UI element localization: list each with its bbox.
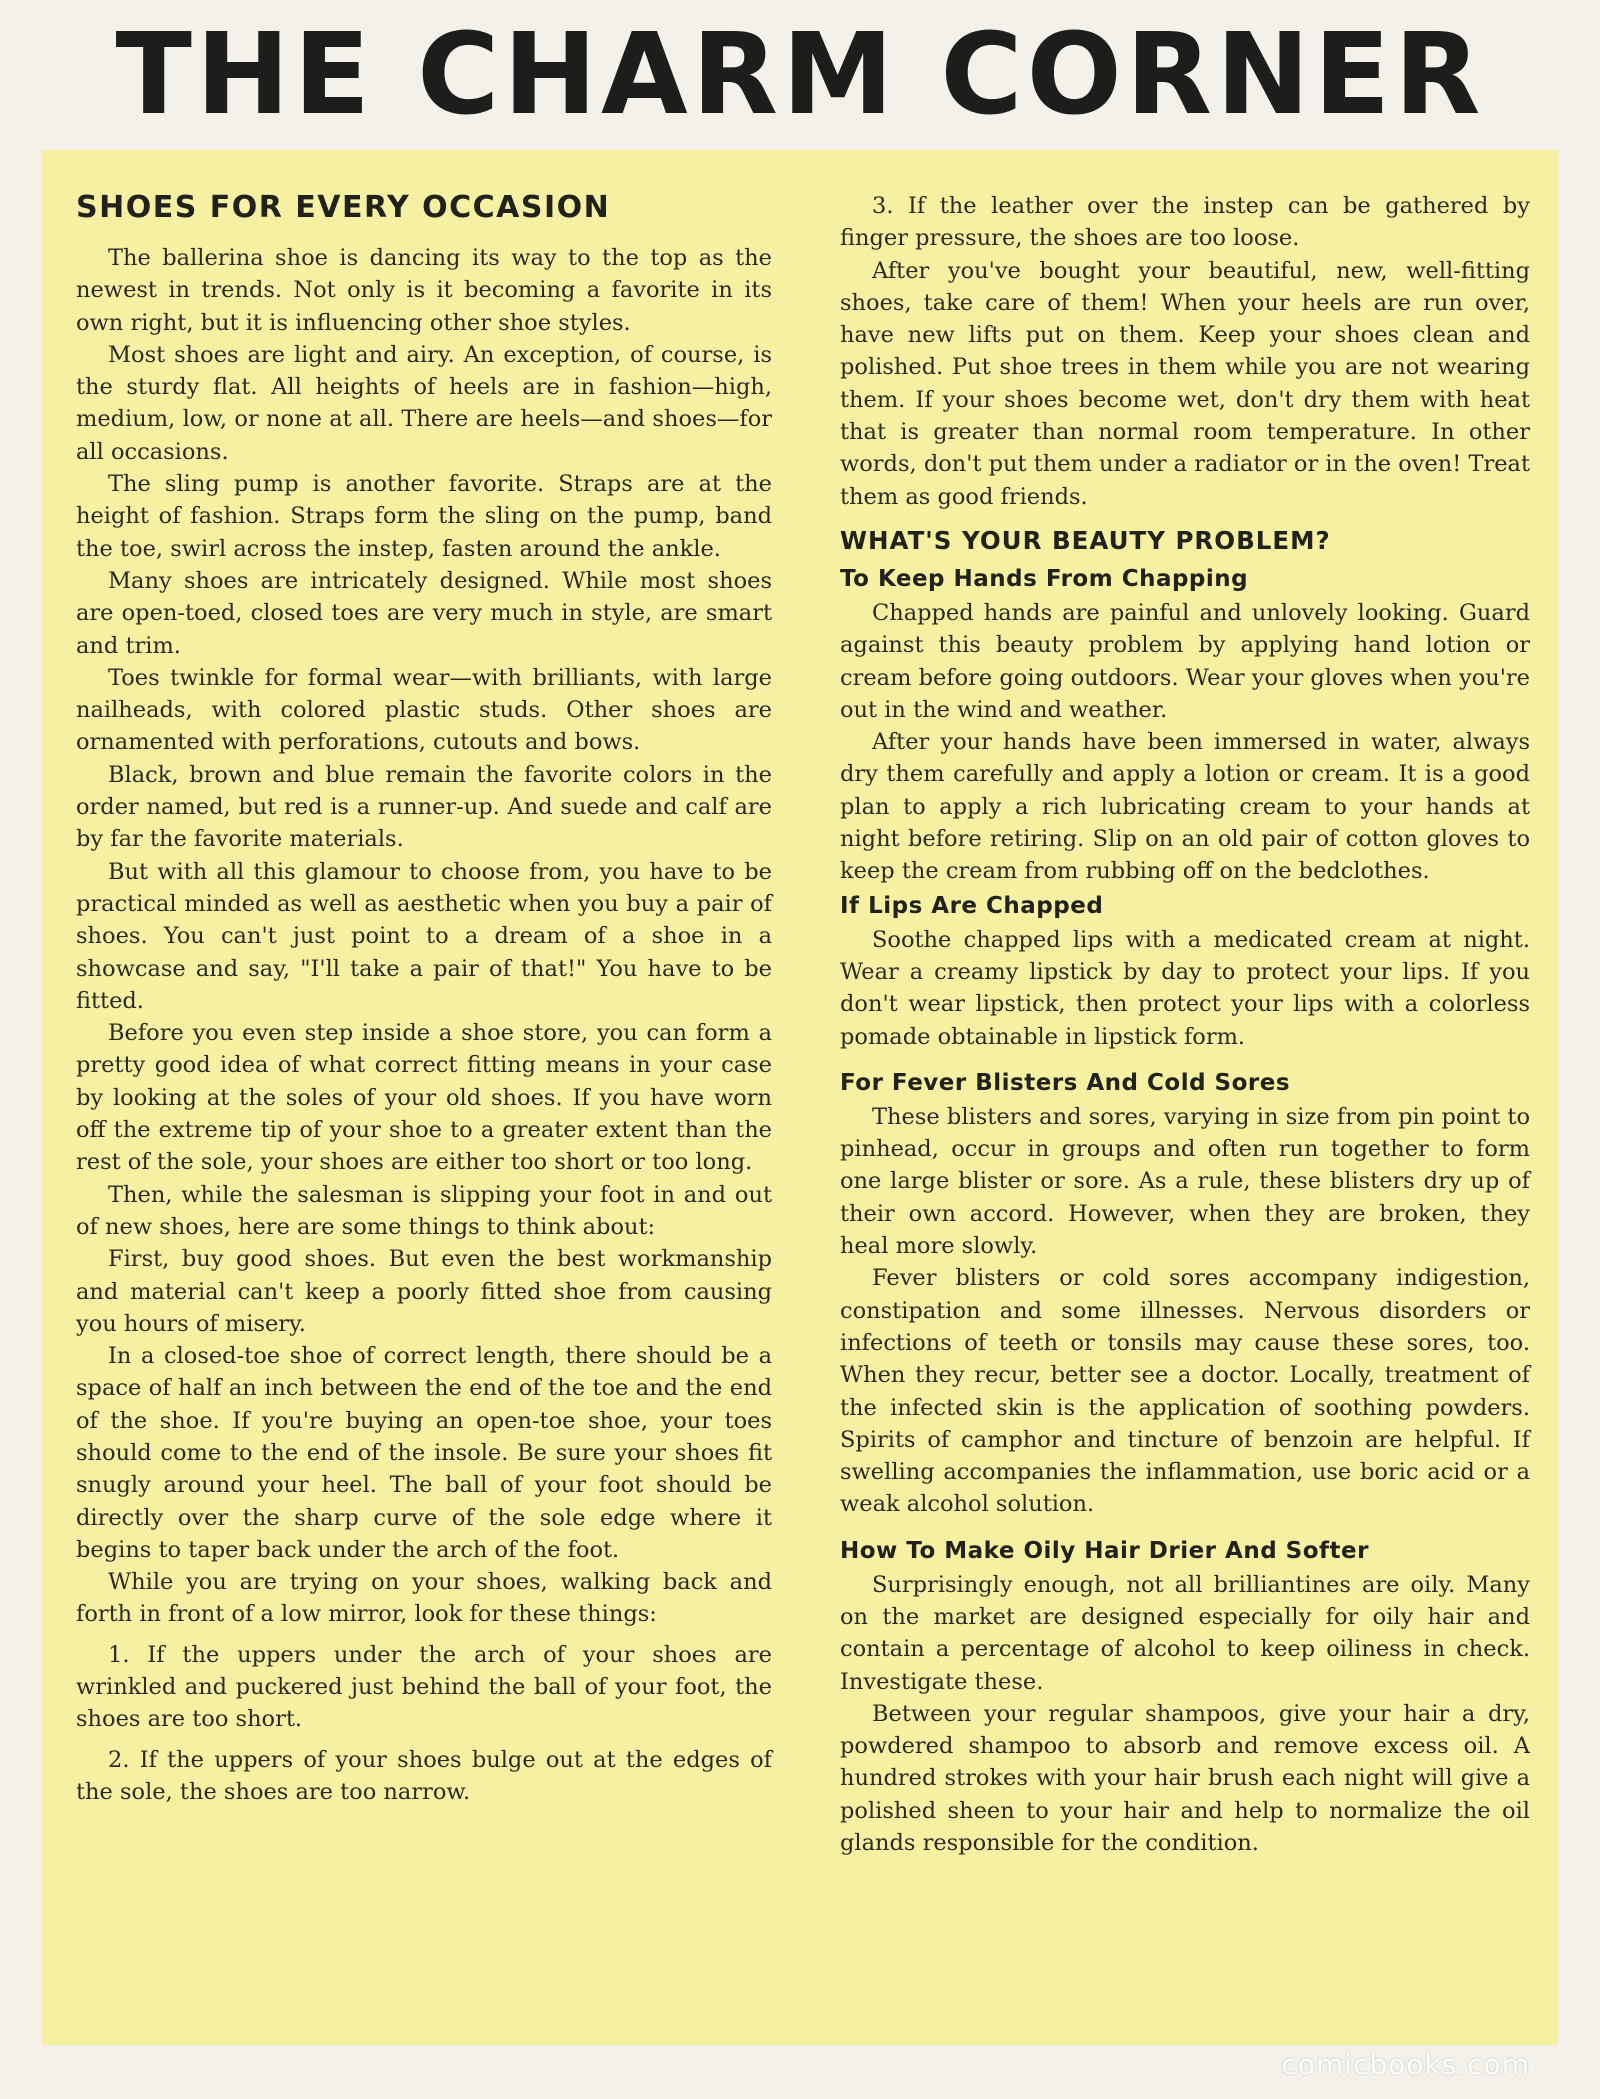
article-paragraph: Then, while the salesman is slipping your foot in and out of new shoes, here are some things to think about: [76,1181,772,1240]
fit-check-item: 1. If the uppers under the arch of your shoes are wrinkled and puckered just behind the ball of your foot, the shoes are too short. [76,1641,772,1733]
shoes-article-heading: SHOES FOR EVERY OCCASION [76,190,611,225]
right-column [840,190,1530,1859]
article-paragraph: Many shoes are intricately designed. While most shoes are open-toed, closed toes are very much in style, are smart and trim. [76,567,772,659]
article-paragraph: After your hands have been immersed in water, always dry them carefully and apply a lotion or cream. It is a good plan to apply a rich lubricating cream to your hands at night before retiring. Slip on an old pair of cotton gloves to keep the cream from rubbing off on the bedclothes. [840,729,1530,885]
article-paragraph: While you are trying on your shoes, walking back and forth in front of a low mirror, look for these things: [76,1569,772,1628]
article-paragraph: In a closed-toe shoe of correct length, there should be a space of half an inch between the end of the toe and the end of the shoe. If you're buying an open-toe shoe, your toes should come to the end of the insole. Be sure your shoes fit snugly around your heel. The ball of your foot should be directly over the sharp curve of the sole edge where it begins to taper back under the arch of the foot. [76,1343,772,1563]
article-paragraph: Surprisingly enough, not all brilliantines are oily. Many on the market are designed especially for oily hair and contain a percentage of alcohol to keep oiliness in check. Investigate these. [840,1571,1530,1695]
fit-check-item: 3. If the leather over the instep can be gathered by finger pressure, the shoes are too loose. [840,193,1530,252]
article-paragraph: Black, brown and blue remain the favorite colors in the order named, but red is a runner-up. And suede and calf are by far the favorite materials. [76,761,772,853]
section-title: How To Make Oily Hair Drier And Softer [840,1537,1369,1564]
section-title: If Lips Are Chapped [840,892,1104,919]
article-paragraph: Fever blisters or cold sores accompany indigestion, constipation and some illnesses. Nervous disorders or infections of teeth or tonsils may cause these sores, too. When they recur, better see a doctor. Locally, treatment of the infected skin is the application of soothing powders. Spirits of camphor and tincture of benzoin are helpful. If swelling accompanies the inflammation, use boric acid or a weak alcohol solution. [840,1265,1530,1518]
article-panel [42,150,1558,2045]
section-title: To Keep Hands From Chapping [840,565,1249,592]
article-paragraph: First, buy good shoes. But even the best workmanship and material can't keep a poorly fitted shoe from causing you hours of misery. [76,1246,772,1337]
page-title: THE CHARM CORNER [115,10,1485,140]
fit-check-item: 2. If the uppers of your shoes bulge out at the edges of the sole, the shoes are too narrow. [76,1746,772,1805]
article-paragraph: The sling pump is another favorite. Straps are at the height of fashion. Straps form the sling on the pump, band the toe, swirl across the instep, fasten around the ankle. [76,471,772,562]
watermark: comicbooks.com [1281,2048,1530,2081]
article-paragraph: Most shoes are light and airy. An exception, of course, is the sturdy flat. All heights of heels are in fashion—high, medium, low, or none at all. There are heels—and shoes—for all occasions. [76,341,772,465]
article-paragraph: These blisters and sores, varying in size from pin point to pinhead, occur in groups and often run together to form one large blister or sore. As a rule, these blisters dry up of their own accord. However, when they are broken, they heal more slowly. [840,1103,1530,1260]
article-paragraph: Toes twinkle for formal wear—with brilliants, with large nailheads, with colored plastic studs. Other shoes are ornamented with perforations, cutouts and bows. [76,664,772,756]
article-paragraph: Chapped hands are painful and unlovely looking. Guard against this beauty problem by applying hand lotion or cream before going outdoors. Wear your gloves when you're out in the wind and weather. [840,599,1530,723]
section-title: For Fever Blisters And Cold Sores [840,1069,1291,1096]
left-column [76,186,772,1808]
article-paragraph: Between your regular shampoos, give your hair a dry, powdered shampoo to absorb and remove excess oil. A hundred strokes with your hair brush each night will give a polished sheen to your hair and help to normalize the oil glands responsible for the condition. [840,1700,1530,1857]
article-paragraph: Soothe chapped lips with a medicated cream at night. Wear a creamy lipstick by day to protect your lips. If you don't wear lipstick, then protect your lips with a colorless pomade obtainable in lipstick form. [840,926,1530,1050]
article-paragraph: But with all this glamour to choose from, you have to be practical minded as well as aesthetic when you buy a pair of shoes. You can't just point to a dream of a shoe in a showcase and say, "I'll take a pair of that!" You have to be fitted. [76,858,772,1014]
article-paragraph: The ballerina shoe is dancing its way to the top as the newest in trends. Not only is it becoming a favorite in its own right, but it is influencing other shoe styles. [76,245,772,336]
article-paragraph: After you've bought your beautiful, new, well-fitting shoes, take care of them! When your heels are run over, have new lifts put on them. Keep your shoes clean and polished. Put shoe trees in them while you are not wearing them. If your shoes become wet, don't dry them with heat that is greater than normal room temperature. In other words, don't put them under a radiator or in the oven! Treat them as good friends. [840,257,1530,510]
article-paragraph: Before you even step inside a shoe store, you can form a pretty good idea of what correct fitting means in your case by looking at the soles of your old shoes. If you have worn off the extreme tip of your shoe to a greater extent than the rest of the sole, your shoes are either too short or too long. [76,1020,772,1176]
beauty-problem-heading: WHAT'S YOUR BEAUTY PROBLEM? [840,525,1331,555]
